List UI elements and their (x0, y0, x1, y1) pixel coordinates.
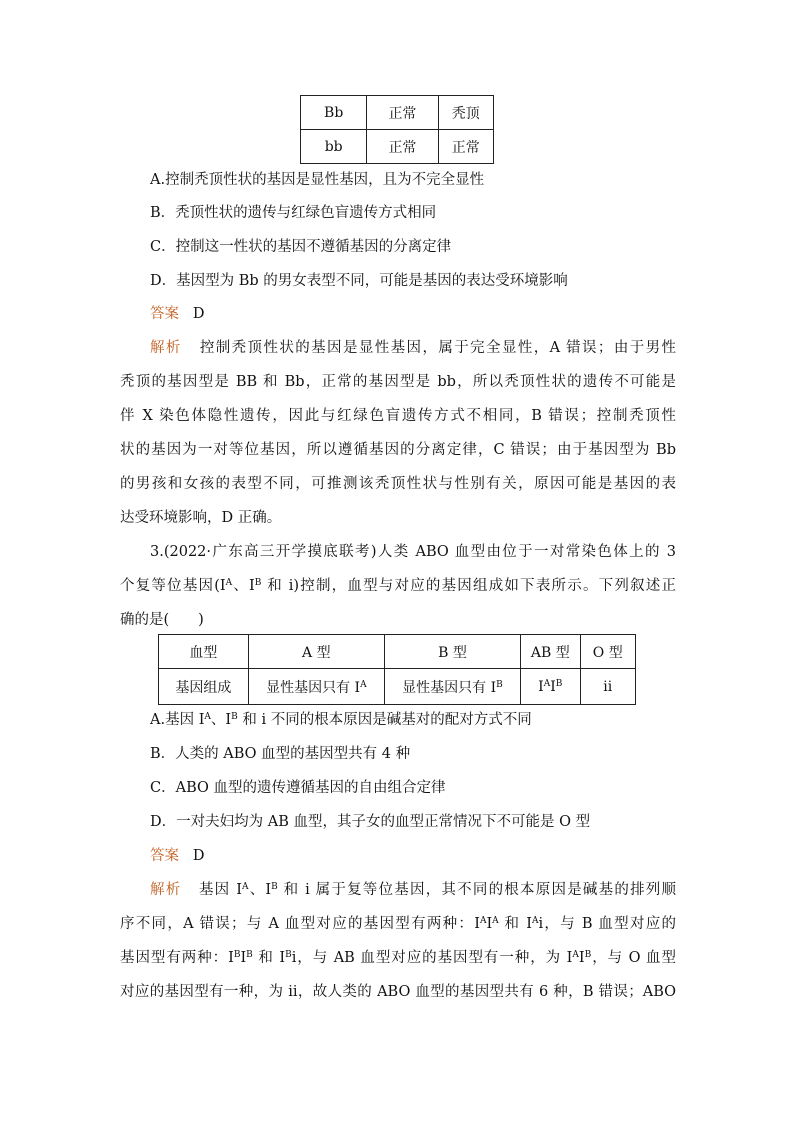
cell-text: 显性基因只有 I (402, 679, 497, 696)
stem-line: 3.(2022·广东高三开学摸底联考)人类 ABO 血型由位于一对常染色体上的 3 (150, 544, 676, 560)
analysis-text: ，与 O 血型 (591, 950, 676, 966)
cell-text: I (550, 678, 556, 695)
superscript: B (231, 712, 238, 722)
superscript: A (492, 916, 499, 926)
analysis-text: I (486, 916, 493, 932)
analysis-text: i，与 AB 血型对应的基因型有一种，为 I (291, 950, 573, 966)
table-cell (521, 669, 580, 705)
table-cell: Bb (301, 96, 367, 130)
superscript: B (285, 950, 292, 960)
q2-option-a: A.控制秃顶性状的基因是显性基因，且为不完全显性 (150, 172, 485, 188)
superscript: B (584, 950, 592, 960)
table-row (159, 669, 636, 705)
analysis-line: 状的基因为一对等位基因，所以遵循基因的分离定律，C 错误；由于基因型为 Bb (120, 442, 676, 458)
analysis-text: 和 I (498, 916, 532, 932)
option-text: A.基因 I (150, 712, 205, 728)
q3-analysis (120, 879, 676, 1015)
analysis-text: 基因型有两种：I (120, 950, 234, 966)
superscript: B (254, 578, 262, 588)
superscript: B (555, 678, 563, 689)
superscript: B (246, 950, 253, 960)
cell-text: I (538, 678, 544, 695)
q3-option-b: B．人类的 ABO 血型的基因型共有 4 种 (150, 746, 411, 762)
q2-option-b: B．秃顶性状的遗传与红绿色盲遗传方式相同 (150, 205, 437, 221)
table-cell (248, 669, 384, 705)
q2-analysis (120, 337, 676, 541)
table-header: 血型 (159, 635, 249, 669)
superscript: A (360, 679, 367, 690)
analysis-line: 秃顶的基因型是 BB 和 Bb，正常的基因型是 bb，所以秃顶性状的遗传不可能是 (120, 374, 676, 390)
table-cell: 基因组成 (159, 669, 249, 705)
phenotype-table (300, 95, 494, 164)
analysis-line (120, 913, 676, 947)
table-cell: 正常 (367, 130, 438, 164)
table-header: AB 型 (521, 635, 580, 669)
superscript: A (543, 678, 551, 689)
analysis-line (120, 947, 676, 981)
table-cell (384, 669, 520, 705)
stem-text: 、I (232, 578, 255, 594)
analysis-line: 的男孩和女孩的表型不同，可推测该秃顶性状与性别有关，原因可能是基因的表 (120, 476, 676, 492)
blood-type-table (158, 634, 636, 705)
stem-line (120, 575, 676, 609)
q2-answer (150, 303, 706, 325)
analysis-line: 达受环境影响，D 正确。 (120, 510, 282, 526)
analysis-line (120, 879, 676, 913)
table-cell: 正常 (438, 130, 493, 164)
superscript: B (233, 950, 241, 960)
q3-stem (120, 541, 676, 643)
table-cell: 正常 (367, 96, 438, 130)
superscript: B (496, 679, 503, 690)
analysis-text: I (240, 950, 247, 966)
table-cell: ii (580, 669, 635, 705)
cell-text: 显性基因只有 I (266, 679, 361, 696)
analysis-line: 伴 X 染色体隐性遗传，因此与红绿色盲遗传方式不相同，B 错误；控制秃顶性 (120, 408, 676, 424)
analysis-text: 控制秃顶性状的基因是显性基因，属于完全显性，A 错误；由于男性 (199, 340, 677, 356)
analysis-text: 、I (248, 882, 272, 898)
analysis-text: i，与 B 血型对应的 (538, 916, 676, 932)
stem-line: 确的是( ) (120, 612, 204, 628)
table-header: A 型 (248, 635, 384, 669)
table-header: B 型 (384, 635, 520, 669)
answer-value: D (192, 306, 205, 322)
table-header: O 型 (580, 635, 635, 669)
q2-option-c: C．控制这一性状的基因不遵循基因的分离定律 (150, 239, 452, 255)
stem-text: 和 i)控制，血型与对应的基因组成如下表所示。下列叙述正 (261, 578, 676, 594)
analysis-label: 解析 (150, 340, 182, 356)
analysis-text: 和 i 属于复等位基因，其不同的根本原因是碱基的排列顺 (277, 882, 677, 898)
q2-option-d: D．基因型为 Bb 的男女表型不同，可能是基因的表达受环境影响 (150, 273, 568, 289)
analysis-line (120, 337, 676, 371)
table-cell: 秃顶 (438, 96, 493, 130)
superscript: A (241, 882, 249, 892)
q3-option-d: D．一对夫妇均为 AB 血型，其子女的血型正常情况下不可能是 O 型 (150, 814, 591, 830)
option-text: 和 i 不同的根本原因是碱基对的配对方式不同 (237, 712, 532, 728)
table-row (301, 130, 494, 164)
superscript: A (479, 916, 487, 926)
answer-value: D (192, 848, 205, 864)
superscript: A (572, 950, 579, 960)
analysis-text: 序不同，A 错误；与 A 血型对应的基因型有两种：I (120, 916, 480, 932)
analysis-text: I (578, 950, 585, 966)
q3-option-c: C．ABO 血型的遗传遵循基因的自由组合定律 (150, 780, 446, 796)
superscript: A (531, 916, 539, 926)
table-cell: bb (301, 130, 367, 164)
analysis-text: 和 I (252, 950, 286, 966)
option-text: 、I (210, 712, 232, 728)
stem-text: 个复等位基因(I (120, 578, 226, 594)
q3-option-a (150, 709, 706, 731)
q3-answer (150, 845, 706, 867)
table-row (159, 635, 636, 669)
analysis-text: 基因 I (198, 882, 242, 898)
superscript: A (225, 578, 233, 588)
answer-label: 答案 (150, 848, 179, 864)
analysis-label: 解析 (150, 882, 182, 898)
table-row (301, 96, 494, 130)
superscript: A (204, 712, 211, 722)
superscript: B (271, 882, 278, 892)
answer-label: 答案 (150, 306, 179, 322)
analysis-line: 对应的基因型有一种，为 ii，故人类的 ABO 血型的基因型共有 6 种，B 错误；ABO (120, 984, 676, 1000)
